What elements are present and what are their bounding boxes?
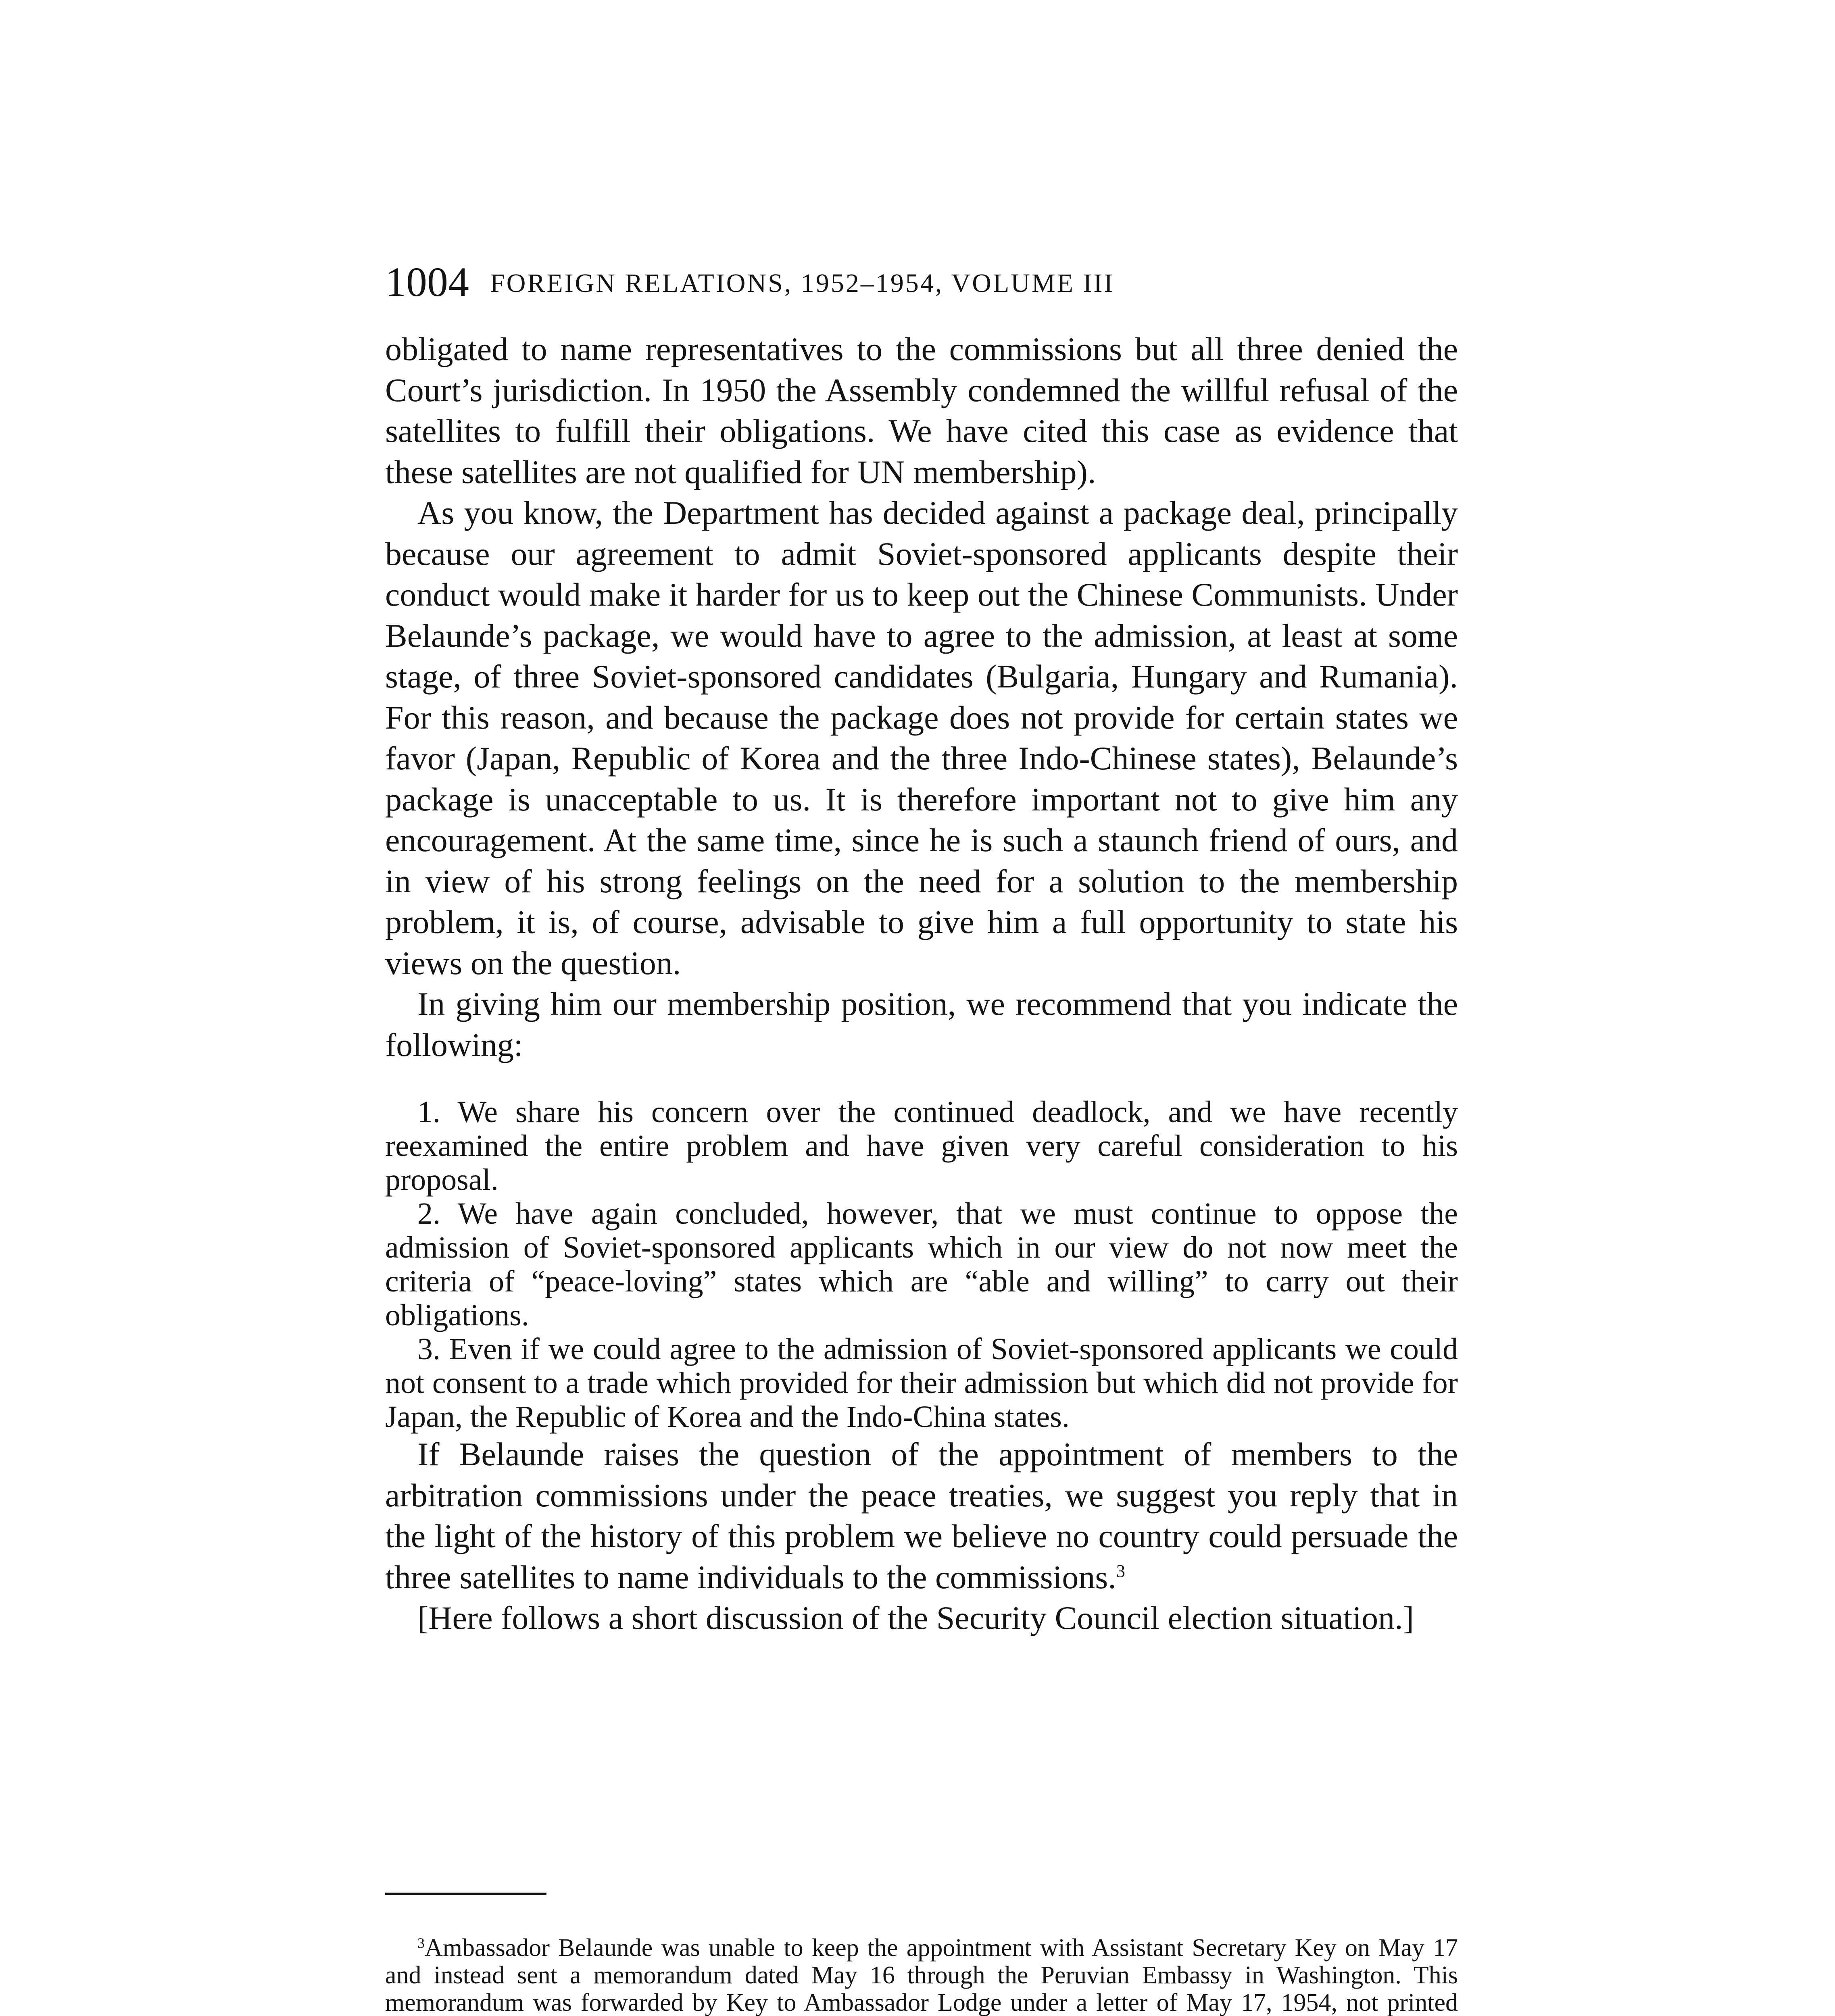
footnote-divider	[385, 1893, 546, 1895]
page-header	[385, 260, 1458, 308]
running-title: FOREIGN RELATIONS, 1952–1954, VOLUME III	[490, 269, 1115, 298]
list-item: 1. We share his concern over the continued deadlock, and we have recently reexamined the entire problem and have given very careful consideration to his proposal.	[385, 1095, 1458, 1197]
paragraph-editorial-note: [Here follows a short discussion of the Security Council election situation.]	[417, 1599, 1414, 1636]
paragraph-arbitration	[385, 1434, 1458, 1597]
list-item: 3. Even if we could agree to the admission of Soviet-sponsored applicants we could not consent to a trade which provided for their admission but which did not provide for Japan, the Republic of Korea and the Indo-China states.	[385, 1332, 1458, 1434]
paragraph-continued: obligated to name representatives to the commissions but all three denied the Court’s jurisdiction. In 1950 the Assembly condemned the willful refusal of the satellites to fulfill their obligations. We have cited this case as evidence that these satellites are not qualified for UN membership).	[385, 331, 1458, 490]
list-item: 2. We have again concluded, however, that we must continue to oppose the admission of Soviet-sponsored applicants which in our view do not now meet the criteria of “peace-loving” states which are “able and willing” to carry out their obligations.	[385, 1197, 1458, 1332]
paragraph-package-deal: As you know, the Department has decided against a package deal, principally because our agreement to admit Soviet-sponsored applicants despite their conduct would make it harder for us to keep out the Chinese Communists. Under Belaunde’s package, we would have to agree to the admission, at least at some stage, of three Soviet-sponsored candidates (Bulgaria, Hungary and Rumania). For this reason, and because the package does not provide for certain states we favor (Japan, Republic of Korea and the three Indo-Chinese states), Belaunde’s package is unacceptable to us. It is therefore important not to give him any encouragement. At the same time, since he is such a staunch friend of ours, and in view of his strong feelings on the need for a solution to the membership problem, it is, of course, advisable to give him a full opportunity to state his views on the question.	[385, 494, 1458, 981]
paragraph-arbitration-text: If Belaunde raises the question of the appointment of members to the arbitration commissions under the peace treaties, we suggest you reply that in the light of the history of this problem we believe no country could persuade the three satellites to name individuals to the commissions.	[385, 1436, 1458, 1595]
footnote-text: Ambassador Belaunde was unable to keep the appointment with Assistant Secretary Key on May 17 and instead sent a memorandum dated May 16 through the Peruvian Embassy in Washington. This memorandum was forwarded by Key to Ambassador Lodge under a letter of May 17, 1954, not printed	[385, 1934, 1458, 2016]
body-text	[385, 329, 1458, 1639]
footnote	[385, 1934, 1458, 2016]
footnote-marker: 3	[417, 1935, 425, 1951]
numbered-list	[385, 1095, 1458, 1434]
paragraph-recommendation: In giving him our membership position, we recommend that you indicate the following:	[385, 985, 1458, 1063]
page-number: 1004	[385, 259, 469, 305]
footnote-reference: 3	[1116, 1561, 1125, 1581]
